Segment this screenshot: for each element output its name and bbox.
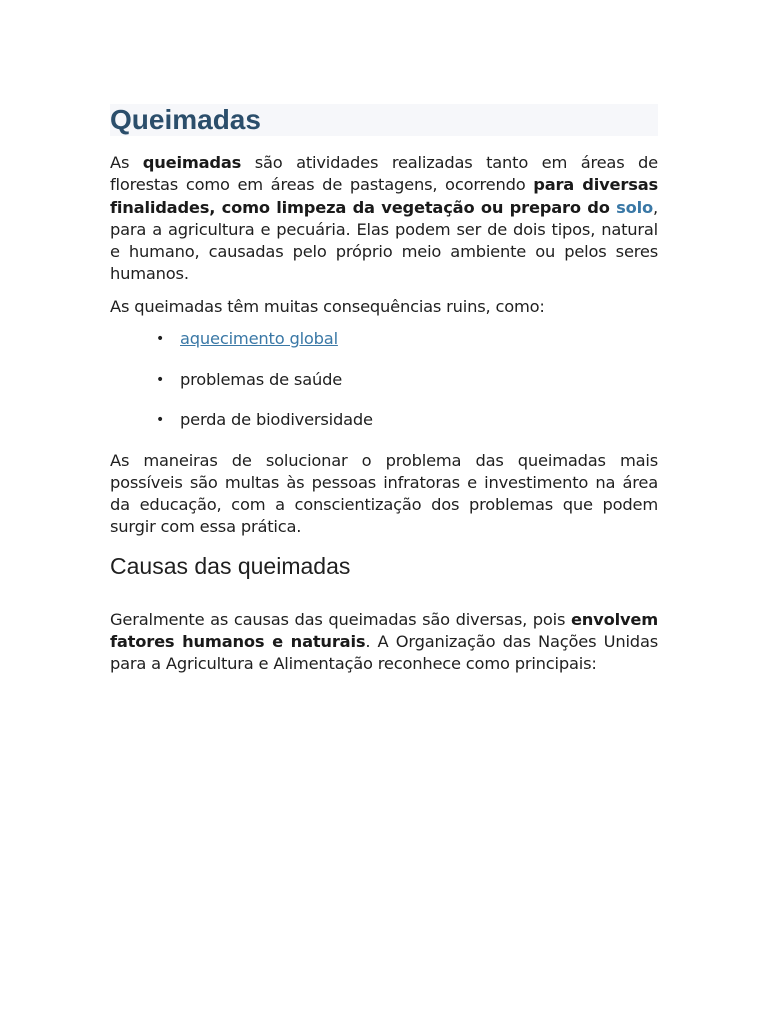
intro-text-2: são atividades realizadas tanto em áreas de florestas como em áreas de pastagens, ocorrendo [110, 153, 658, 195]
bullet-icon: • [156, 412, 165, 429]
consequences-intro: As queimadas têm muitas consequências ruins, como: [110, 296, 545, 316]
solo-link[interactable]: solo [616, 197, 654, 217]
bullet-icon: • [156, 331, 165, 348]
intro-bold-1: queimadas [142, 153, 242, 172]
title-bar [110, 104, 658, 136]
list-item-label: problemas de saúde [180, 369, 343, 389]
page-title: Queimadas [110, 104, 261, 135]
section-title: Causas das queimadas [110, 552, 351, 579]
causes-text-2: . A Organização das Nações Unidas para a Agricultura e Alimentação reconhece como principais: [110, 632, 659, 674]
bullet-icon: • [156, 371, 165, 388]
intro-paragraph [110, 152, 658, 286]
causes-paragraph [110, 609, 658, 676]
causes-text-1: Geralmente as causas das queimadas são diversas, pois [110, 609, 571, 629]
causes-bold-1: envolvem fatores humanos e naturais [110, 609, 658, 652]
list-item [156, 369, 658, 391]
consequences-list [110, 328, 658, 431]
list-item [156, 409, 658, 431]
intro-bold-2: para diversas finalidades, como limpeza da vegetação ou preparo do [110, 175, 658, 217]
solutions-paragraph: As maneiras de solucionar o problema das queimadas mais possíveis são multas às pessoas infratoras e investimento na área da educação, com a conscientização dos problemas que podem surgir com essa prática. [110, 450, 658, 537]
list-item-label: perda de biodiversidade [180, 410, 373, 430]
global-warming-link[interactable]: aquecimento global [180, 329, 338, 349]
intro-text-1: As [110, 153, 143, 172]
document-page [110, 104, 658, 686]
list-item [156, 328, 658, 350]
intro-text-3: , para a agricultura e pecuária. Elas podem ser de dois tipos, natural e humano, causadas pelo próprio meio ambiente ou pelos seres humanos. [110, 197, 658, 284]
